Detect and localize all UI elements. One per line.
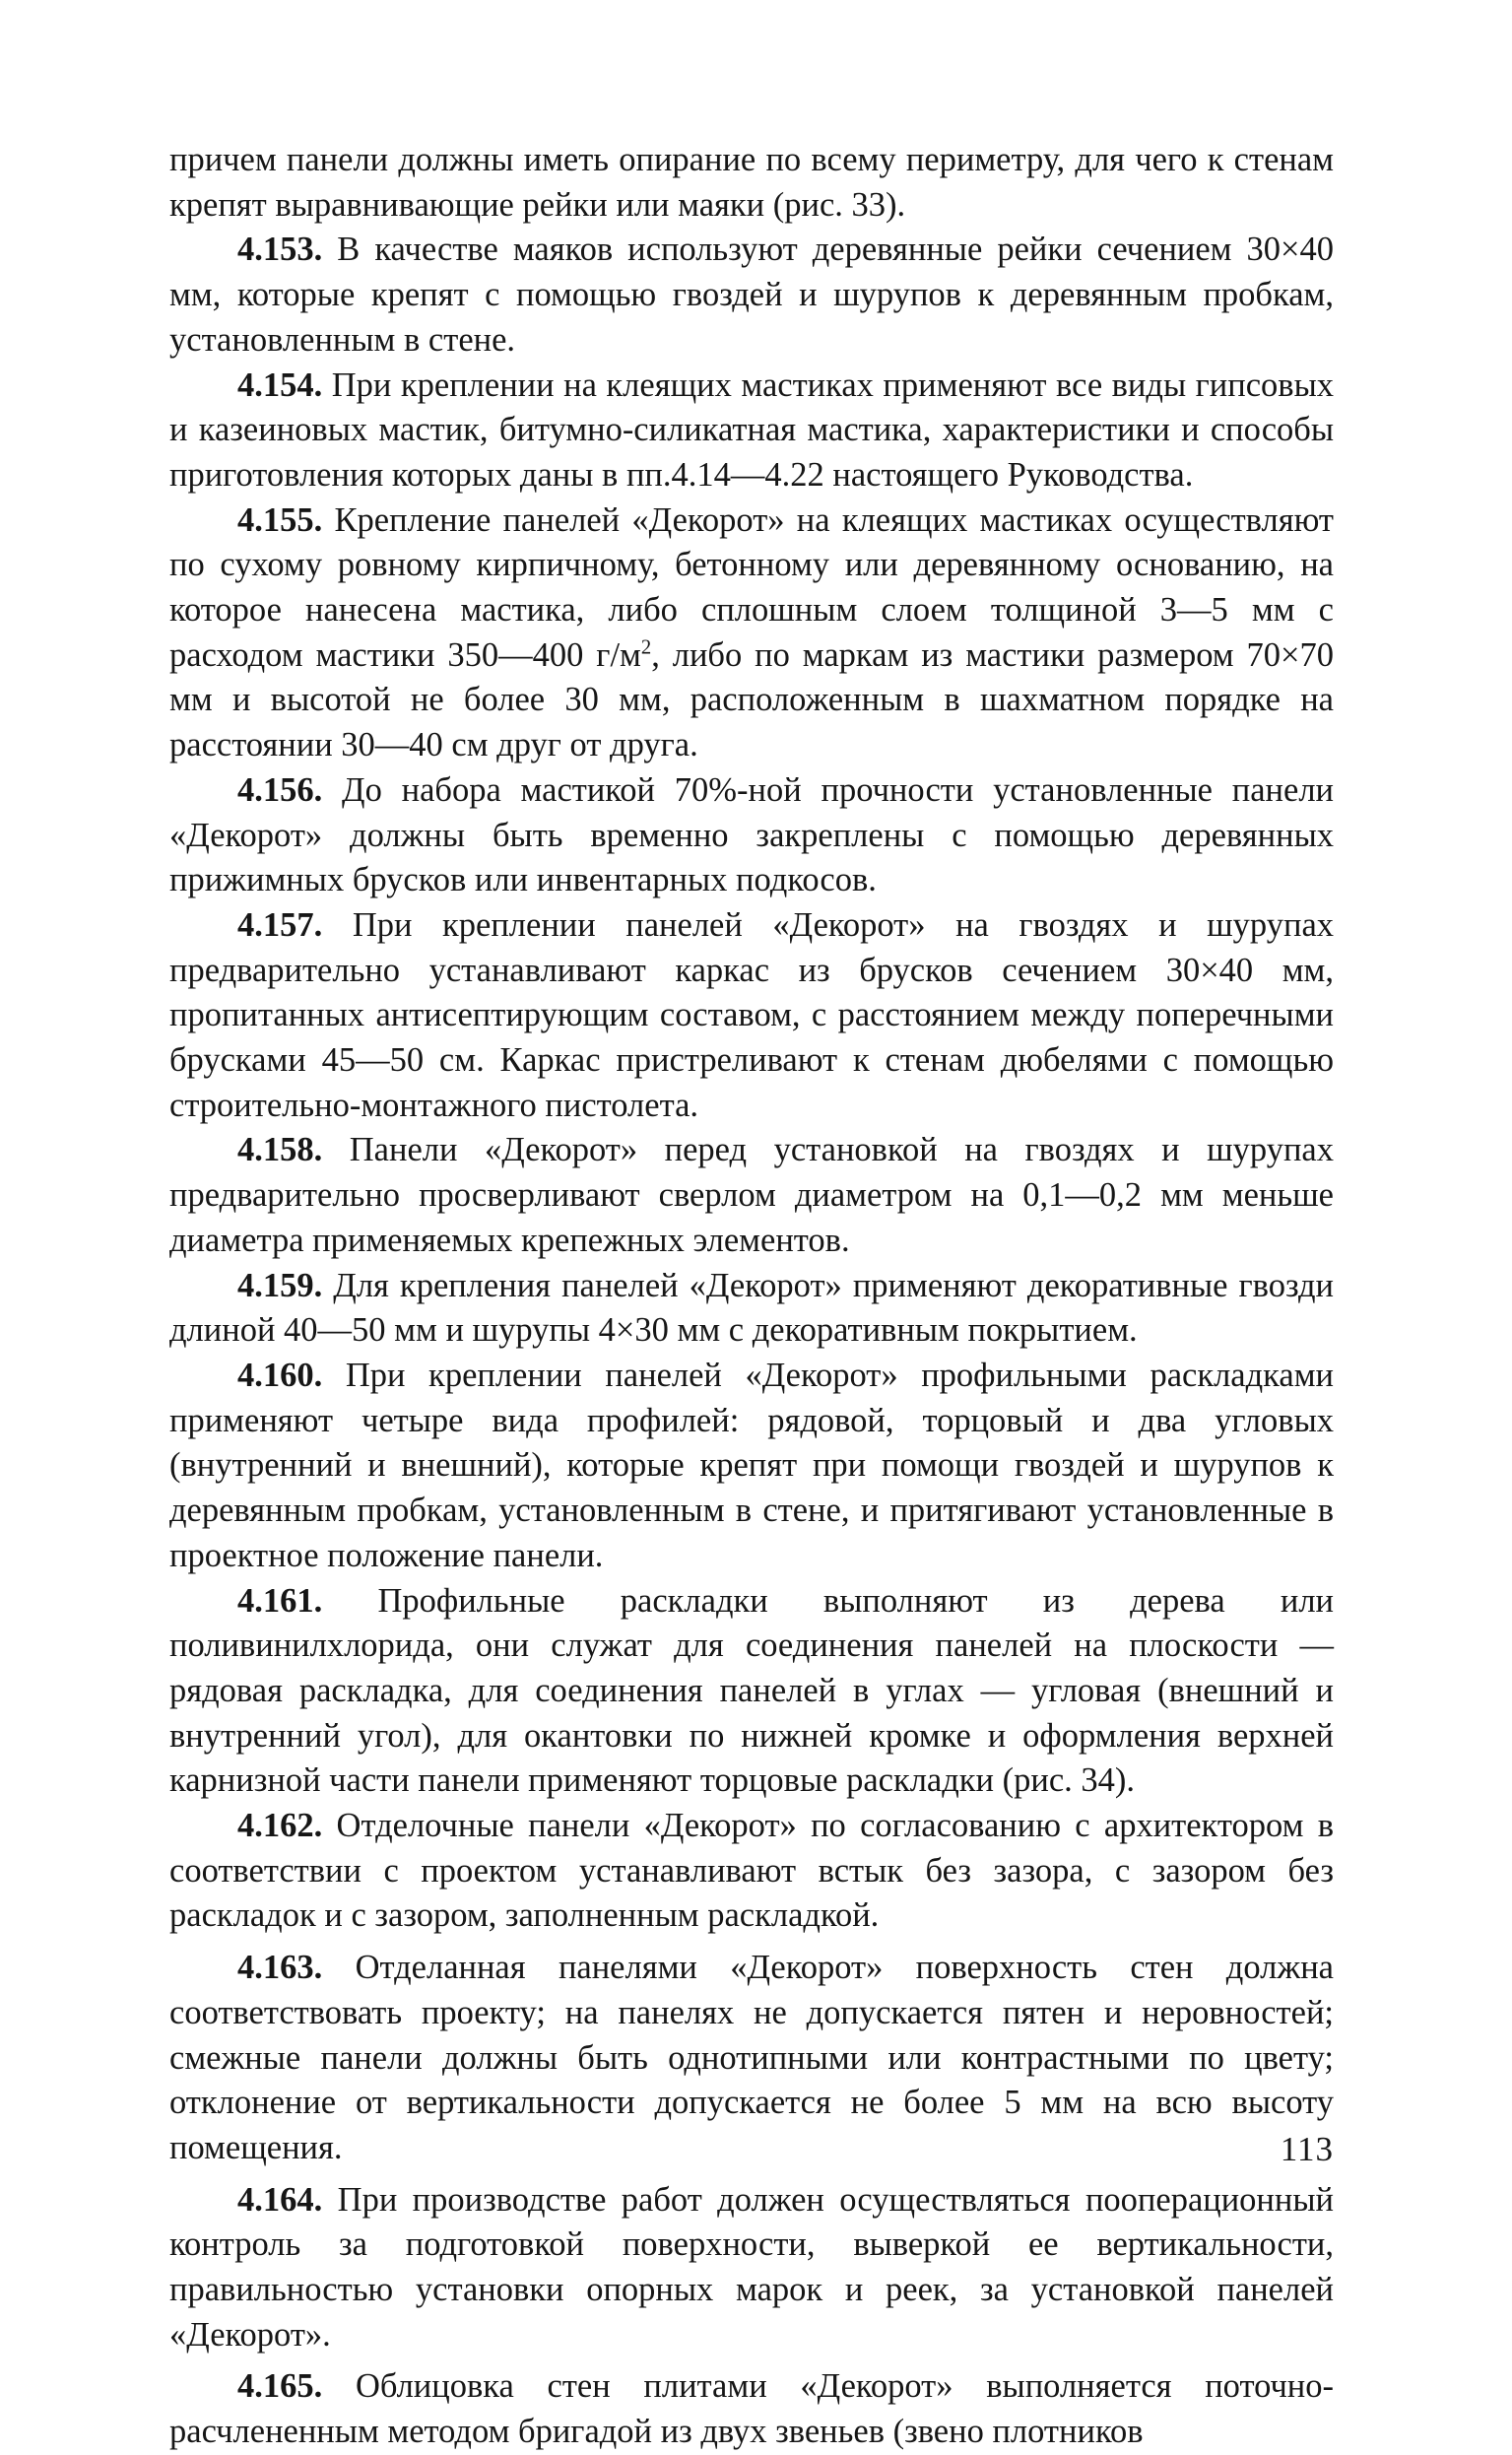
paragraph-number: 4.157. [237, 905, 323, 944]
text-body [169, 138, 1334, 2455]
paragraph-text: До набора мастикой 70%-ной прочности установленные панели «Декорот» должны быть временно закреплены с помощью деревянных прижимных брусков или инвентарных подкосов. [169, 770, 1335, 899]
paragraph-text: При производстве работ должен осуществляться пооперационный контроль за подготовкой поверхности, выверкой ее вертикальности, правильностью установки опорных марок и реек, за установкой панелей «Декорот». [169, 2180, 1334, 2354]
paragraph-4-163 [169, 1946, 1334, 2171]
paragraph-4-158 [169, 1128, 1334, 1263]
page-number: 113 [1280, 2130, 1334, 2168]
paragraph-number: 4.156. [237, 770, 323, 809]
paragraph-text: Отделочные панели «Декорот» по согласованию с архитектором в соответствии с проектом устанавливают встык без зазора, с зазором без раскладок и с зазором, заполненным раскладкой. [169, 1807, 1334, 1935]
paragraph-text: причем панели должны иметь опирание по всему периметру, для чего к стенам крепят выравнивающие рейки или маяки (рис. 33). [169, 141, 1334, 224]
paragraph-continuation [169, 138, 1334, 228]
paragraph-text: При креплении на клеящих мастиках применяют все виды гипсовых и казеиновых мастик, битумно-силикатная мастика, характеристики и способы приготовления которых даны в пп.4.14—4.22 настоящего Руководства. [169, 365, 1334, 494]
paragraph-number: 4.154. [237, 365, 323, 404]
paragraph-number: 4.153. [237, 231, 323, 269]
paragraph-number: 4.155. [237, 500, 323, 539]
paragraph-number: 4.164. [237, 2180, 323, 2219]
superscript-exponent: 2 [640, 636, 652, 659]
paragraph-4-162 [169, 1804, 1334, 1939]
document-page [169, 138, 1335, 2451]
paragraph-4-165 [169, 2364, 1334, 2454]
paragraph-text: Отделанная панелями «Декорот» поверхность стен должна соответствовать проекту; на панелях не допускается пятен и неровностей; смежные панели должны быть однотипными или контрастными по цвету; отклонение от вертикальности допускается не более 5 мм на всю высоту помещения. [169, 1949, 1334, 2166]
paragraph-text: При креплении панелей «Декорот» на гвоздях и шурупах предварительно устанавливают каркас из брусков сечением 30×40 мм, пропитанных антисептирующим составом, с расстоянием между поперечными брусками 45—50 см. Каркас пристреливают к стенам дюбелями с помощью строительно-монтажного пистолета. [169, 905, 1335, 1124]
paragraph-number: 4.160. [237, 1356, 323, 1394]
paragraph-number: 4.163. [237, 1949, 323, 1987]
paragraph-number: 4.162. [237, 1807, 323, 1845]
paragraph-text: В качестве маяков используют деревянные рейки сечением 30×40 мм, которые крепят с помощью гвоздей и шурупов к деревянным пробкам, установленным в стене. [169, 231, 1334, 359]
paragraph-text: Профильные раскладки выполняют из дерева или поливинилхлорида, они служат для соединения панелей на плоскости — рядовая раскладка, для соединения панелей в углах — угловая (внешний и внутренний угол), для окантовки по нижней кромке и оформления верхней карнизной части панели применяют торцовые раскладки (рис. 34). [169, 1581, 1335, 1800]
paragraph-text: Крепление панелей «Декорот» на клеящих мастиках осуществляют по сухому ровному кирпичному, бетонному или деревянному основанию, на которое нанесена мастика, либо сплошным слоем толщиной 3—5 мм с расходом мастики 350—400 г/м [169, 500, 1335, 674]
paragraph-4-155 [169, 498, 1334, 768]
paragraph-number: 4.159. [237, 1266, 323, 1304]
paragraph-text: Для крепления панелей «Декорот» применяют декоративные гвозди длиной 40—50 мм и шурупы 4×30 мм с декоративным покрытием. [169, 1266, 1334, 1350]
paragraph-4-156 [169, 768, 1334, 903]
paragraph-4-164 [169, 2178, 1334, 2358]
paragraph-text: При креплении панелей «Декорот» профильными раскладками применяют четыре вида профилей: рядовой, торцовый и два угловых (внутренний и внешний), которые крепят при помощи гвоздей и шурупов к деревянным пробкам, установленным в стене, и притягивают установленные в проектное положение панели. [169, 1356, 1335, 1574]
paragraph-4-160 [169, 1354, 1334, 1579]
paragraph-4-153 [169, 228, 1334, 363]
paragraph-number: 4.161. [237, 1581, 323, 1620]
paragraph-4-161 [169, 1579, 1334, 1805]
paragraph-text: Панели «Декорот» перед установкой на гвоздях и шурупах предварительно просверливают сверлом диаметром на 0,1—0,2 мм меньше диаметра применяемых крепежных элементов. [169, 1131, 1334, 1259]
paragraph-text: Облицовка стен плитами «Декорот» выполняется поточно-расчлененным методом бригадой из двух звеньев (звено плотников [169, 2367, 1334, 2451]
paragraph-text-tail: , либо по маркам из мастики размером 70×70 мм и высотой не более 30 мм, расположенным в шахматном порядке на расстоянии 30—40 см друг от друга. [169, 635, 1334, 764]
paragraph-4-154 [169, 364, 1334, 498]
paragraph-number: 4.158. [237, 1131, 323, 1169]
paragraph-number: 4.165. [237, 2367, 323, 2406]
paragraph-4-157 [169, 903, 1334, 1129]
paragraph-4-159 [169, 1264, 1334, 1354]
